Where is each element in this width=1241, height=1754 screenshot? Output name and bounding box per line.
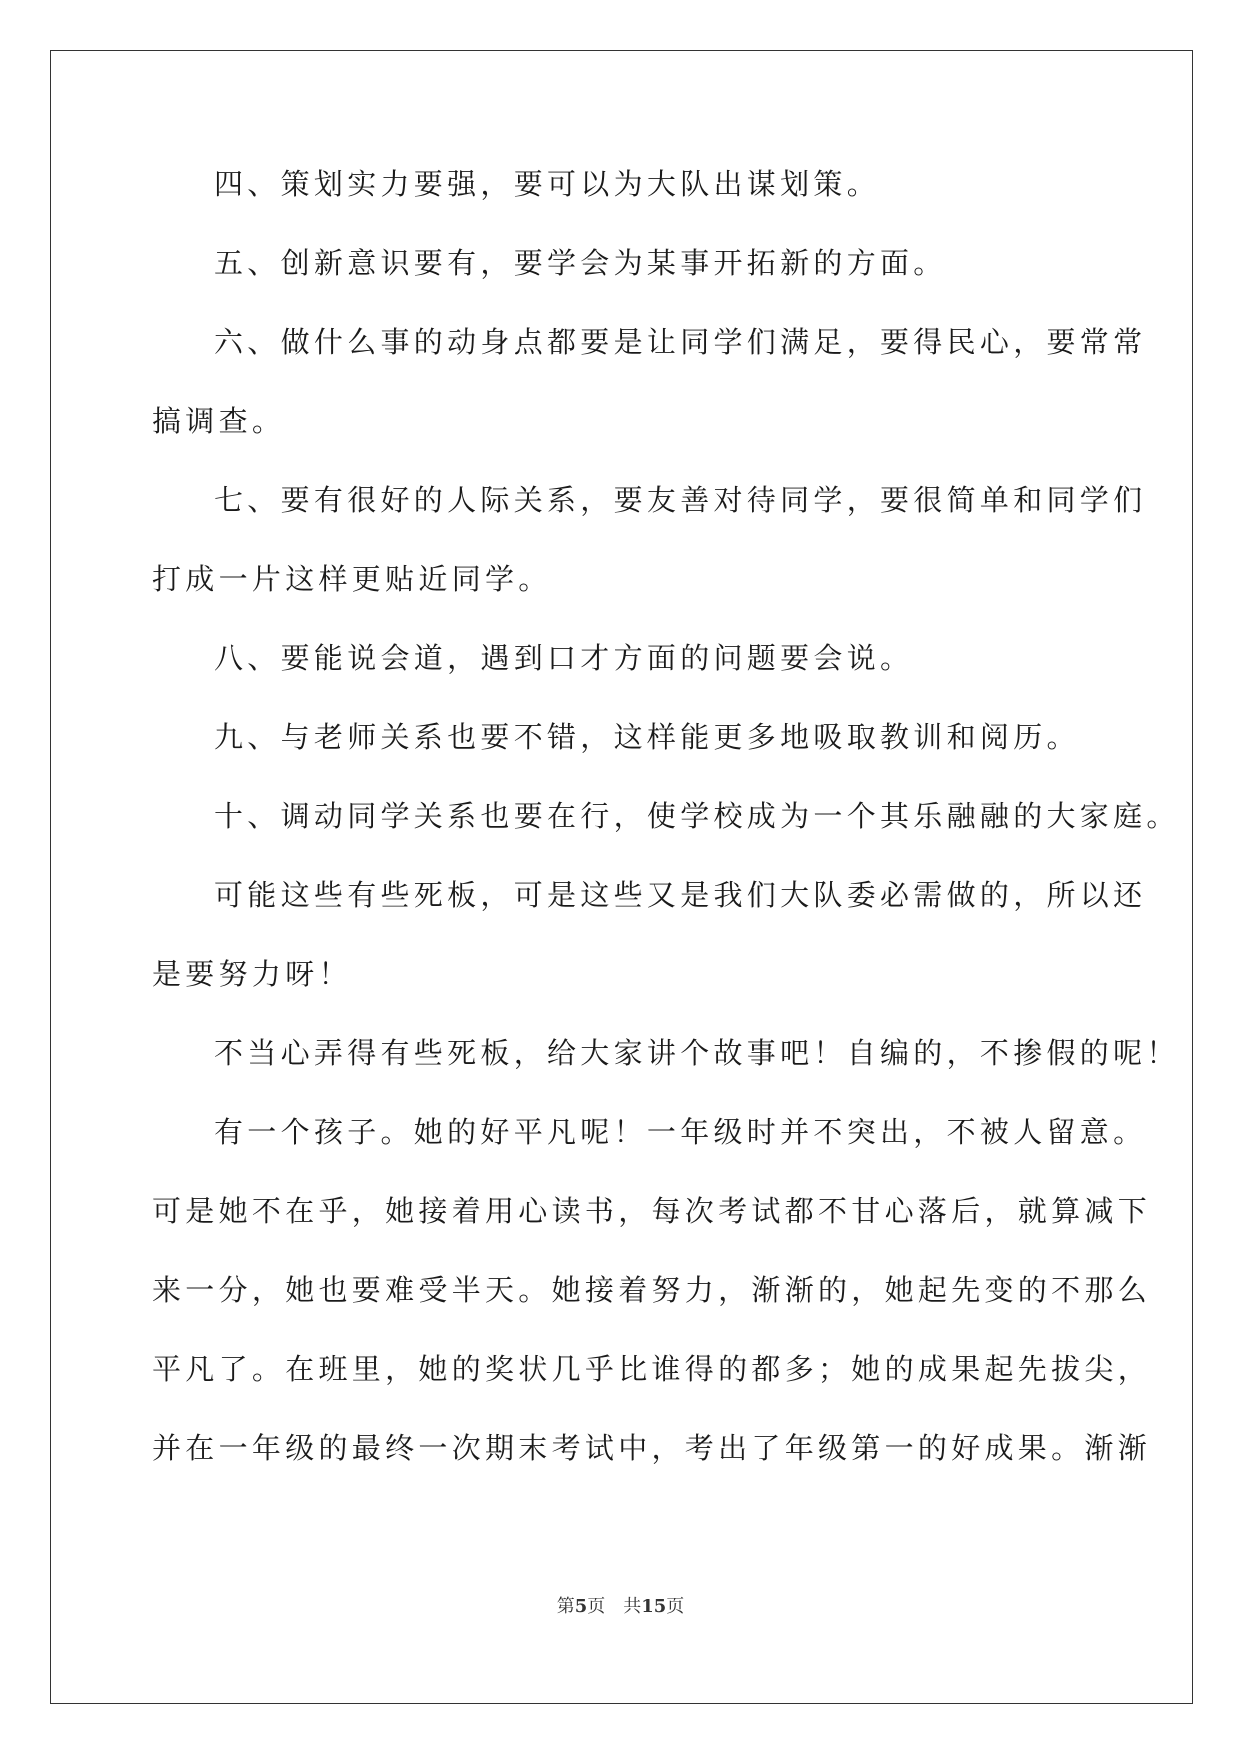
text-line: 不当心弄得有些死板，给大家讲个故事吧！自编的，不掺假的呢！ bbox=[214, 1036, 1180, 1070]
page-prefix: 第 bbox=[556, 1596, 575, 1617]
text-line: 可是她不在乎，她接着用心读书，每次考试都不甘心落后，就算减下 bbox=[152, 1194, 1152, 1228]
page-number: 5 bbox=[574, 1596, 588, 1617]
text-line: 平凡了。在班里，她的奖状几乎比谁得的都多；她的成果起先拔尖， bbox=[152, 1352, 1152, 1386]
text-line: 是要努力呀！ bbox=[152, 957, 352, 991]
text-line: 来一分，她也要难受半天。她接着努力，渐渐的，她起先变的不那么 bbox=[152, 1273, 1152, 1307]
text-line: 可能这些有些死板，可是这些又是我们大队委必需做的，所以还 bbox=[214, 878, 1147, 912]
total-suffix: 页 bbox=[666, 1596, 685, 1617]
document-body bbox=[152, 162, 1180, 1505]
total-prefix: 共 bbox=[623, 1596, 642, 1617]
text-line: 八、要能说会道，遇到口才方面的问题要会说。 bbox=[214, 641, 914, 675]
text-line: 六、做什么事的动身点都要是让同学们满足，要得民心，要常常 bbox=[214, 325, 1147, 359]
text-line: 打成一片这样更贴近同学。 bbox=[152, 562, 552, 596]
page-suffix: 页 bbox=[587, 1596, 606, 1617]
total-pages: 15 bbox=[641, 1596, 667, 1617]
page-footer bbox=[0, 1592, 1241, 1618]
text-line: 四、策划实力要强，要可以为大队出谋划策。 bbox=[214, 167, 881, 201]
text-line: 十、调动同学关系也要在行，使学校成为一个其乐融融的大家庭。 bbox=[214, 799, 1180, 833]
text-line: 七、要有很好的人际关系，要友善对待同学，要很简单和同学们 bbox=[214, 483, 1147, 517]
text-line: 并在一年级的最终一次期末考试中，考出了年级第一的好成果。渐渐 bbox=[152, 1431, 1152, 1465]
text-line: 搞调查。 bbox=[152, 404, 286, 438]
text-line: 五、创新意识要有，要学会为某事开拓新的方面。 bbox=[214, 246, 947, 280]
text-line: 有一个孩子。她的好平凡呢！一年级时并不突出，不被人留意。 bbox=[214, 1115, 1147, 1149]
text-line: 九、与老师关系也要不错，这样能更多地吸取教训和阅历。 bbox=[214, 720, 1080, 754]
